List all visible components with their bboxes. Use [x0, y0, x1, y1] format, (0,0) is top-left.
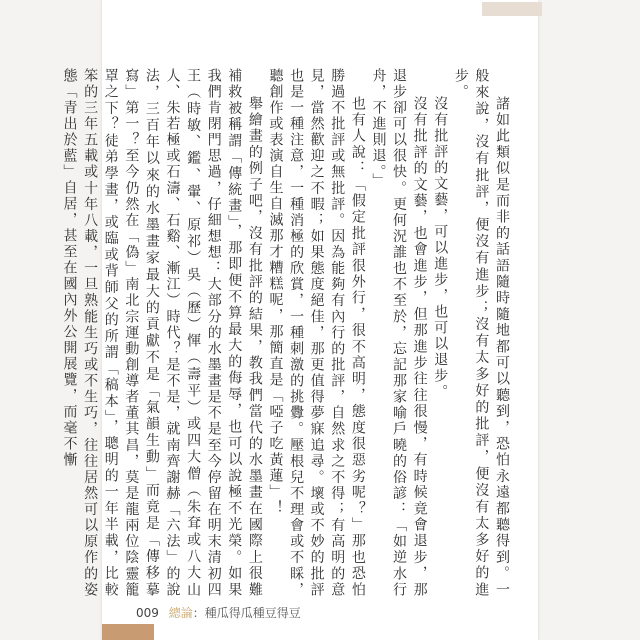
paragraph-4: 也有人說：「假定批評很外行，很不高明，態度很惡劣呢？」那也恐怕勝過不批評或無批評。因為能夠有內行的批評，自然求之不得；有高明的意見，當然歡迎之不暇；如果態度絕佳，那更值得夢寐追尋。壞或不妙的批評也是一種注意，一種消極的欣賞，一種刺激的挑釁。壓根兒不理會或不睬，聽創作或表演自生自滅那才糟糕呢，那簡直是「啞子吃黃蓮」！	[267, 68, 366, 598]
page-number: 009	[136, 606, 159, 620]
paragraph-2: 沒有批評的文藝，可以進步，也可以退步。	[432, 96, 449, 400]
page-edge-tab-bottom	[102, 624, 154, 640]
section-label: 總論	[168, 606, 193, 620]
paragraph-5: 舉繪畫的例子吧，沒有批評的結果，教我們當代的水墨畫在國際上很難補救被稱謂「傳統畫」，那即便不算最大的侮辱，也可以說極不光榮。如果我們肯閉門思過，仔細想想：大部分的水墨畫是不是至今停留在明末清初四王（時敏、鑑、翬、原祁）吳（歷）惲（壽平）或四大僧（朱耷或八大山人、朱若極或石濤、石谿、漸江）時代？是不是，就南齊謝赫「六法」的說法，三百年以來的水墨畫家最大的貢獻不是「氣韻生動」而竟是「傳移摹寫」第一？至今仍然在「偽」南北宗運動創導者董其昌，莫是龍兩位陰靈籠罩之下？徒弟學畫，或臨或背師父的所謂「稿本」，聰明的一年半載，比較笨的三年五載或十年八載，一旦熟能生巧或不生巧，往往居然可以原作的姿態「青出於藍」自居，甚至在國內外公開展覽，而毫不慚	[61, 68, 263, 598]
page-footer	[136, 604, 301, 621]
body-text	[61, 68, 512, 598]
paragraph-1: 諸如此類似是而非的話語隨時隨地都可以聽到，恐怕永遠都聽得到。一般來說，沒有批評，便沒有進步；沒有太多好的批評，便沒有太多好的進步。	[452, 68, 510, 598]
chapter-title: 種瓜得瓜種豆得豆	[204, 606, 301, 620]
footer-separator: ：	[192, 606, 205, 620]
paragraph-3: 沒有批評的文藝，也會進步，但那進步往往很慢，有時候竟會退步，那退步卻可以很快。更何況誰也不至於，忘記那家喻戶曉的俗諺：「如逆水行舟，不進則退。」	[370, 68, 428, 598]
page-edge-tab-top	[482, 2, 542, 16]
